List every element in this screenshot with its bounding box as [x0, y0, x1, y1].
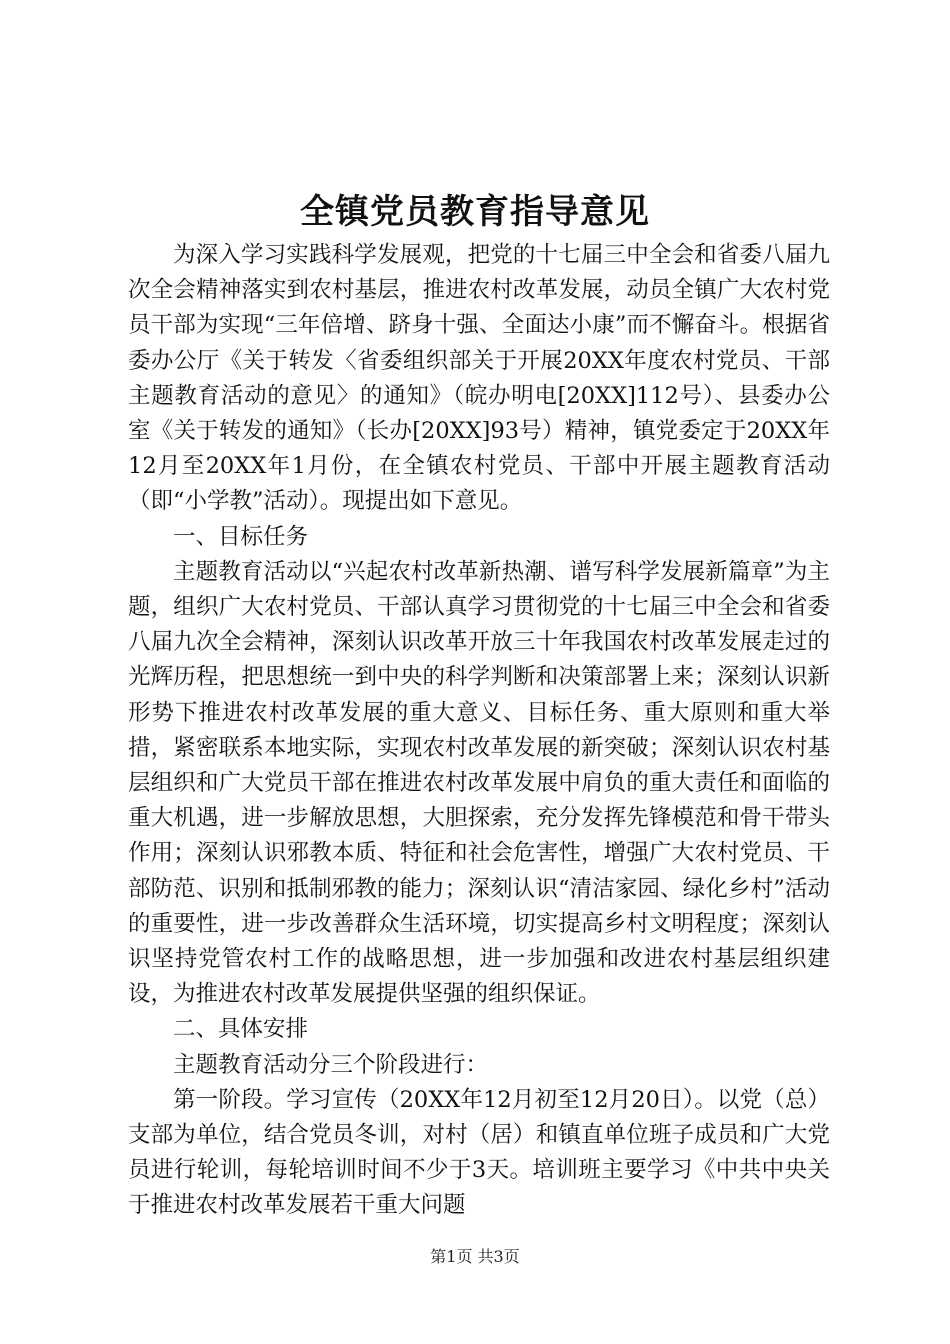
section-heading-arrangement: 二、具体安排 — [173, 1016, 309, 1043]
paragraph-stage-one: 第一阶段。学习宣传（20XX年12月初至12月20日）。以党（总）支部为单位，结合党员冬训，对村（居）和镇直单位班子成员和广大党员进行轮训，每轮培训时间不少于3天。培训班主要学习《中共中央关于推进农村改革发展若干重大问题 — [128, 1086, 830, 1219]
paragraph-goals: 主题教育活动以“兴起农村改革新热潮、谱写科学发展新篇章”为主题，组织广大农村党员、干部认真学习贯彻党的十七届三中全会和省委八届九次全会精神，深刻认识改革开放三十年我国农村改革发展走过的光辉历程，把思想统一到中央的科学判断和决策部署上来；深刻认识新形势下推进农村改革发展的重大意义、目标任务、重大原则和重大举措，紧密联系本地实际，实现农村改革发展的新突破；深刻认识农村基层组织和广大党员干部在推进农村改革发展中肩负的重大责任和面临的重大机遇，进一步解放思想，大胆探索，充分发挥先锋模范和骨干带头作用；深刻认识邪教本质、特征和社会危害性，增强广大农村党员、干部防范、识别和抵制邪教的能力；深刻认识“清洁家园、绿化乡村”活动的重要性，进一步改善群众生活环境，切实提高乡村文明程度；深刻认识坚持党管农村工作的战略思想，进一步加强和改进农村基层组织建设，为推进农村改革发展提供坚强的组织保证。 — [128, 558, 830, 1008]
paragraph-intro: 为深入学习实践科学发展观，把党的十七届三中全会和省委八届九次全会精神落实到农村基层，推进农村改革发展，动员全镇广大农村党员干部为实现“三年倍增、跻身十强、全面达小康”而不懈奋斗。根据省委办公厅《关于转发〈省委组织部关于开展20XX年度农村党员、干部主题教育活动的意见〉的通知》（皖办明电[20XX]112号）、县委办公室《关于转发的通知》（长办[20XX]93号）精神，镇党委定于20XX年12月至20XX年1月份，在全镇农村党员、干部中开展主题教育活动（即“小学教”活动）。现提出如下意见。 — [128, 242, 830, 515]
document-title: 全镇党员教育指导意见 — [300, 192, 650, 232]
document-body — [128, 238, 830, 1224]
page-footer: 第1页 共3页 — [430, 1247, 520, 1266]
section-heading-goals: 一、目标任务 — [173, 523, 309, 550]
paragraph-stages-intro: 主题教育活动分三个阶段进行： — [173, 1051, 489, 1078]
